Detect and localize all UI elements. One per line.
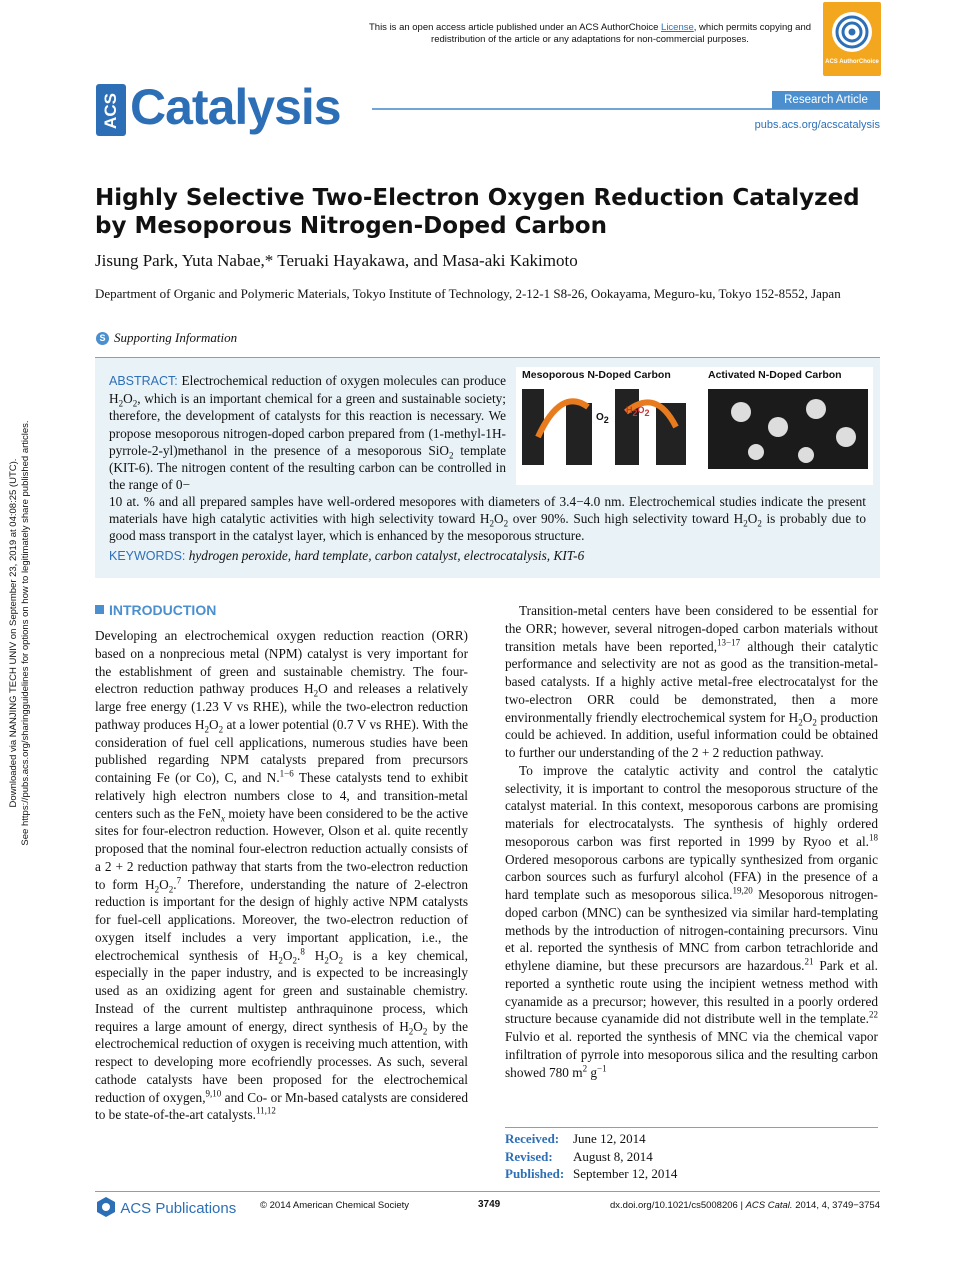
keywords: KEYWORDS: hydrogen peroxide, hard template, carbon catalyst, electrocatalysis, KIT-6 [109,548,585,563]
license-link[interactable]: License [661,22,694,33]
toc-right-title: Activated N-Doped Carbon [708,369,842,381]
open-access-notice: This is an open access article published under an ACS AuthorChoice License, which permits copying and redistribution of the article or any adaptations for non-commercial purposes. [368,22,812,45]
side-note-line-1: Downloaded via NANJING TECH UNIV on September 23, 2019 at 04:08:25 (UTC). [8,458,19,808]
publisher-name: ACS Publications [120,1200,237,1217]
abstract-text-part-1: ABSTRACT: Electrochemical reduction of oxygen molecules can produce $H_2O_2$, which is an important chemical for a green and sustainable society; therefore, the development of catalysts for this reaction is necessary. We propose mesoporous nitrogen-doped carbon prepared from (1-methyl-1H-pyrrole-2-yl)methanol in the presence of a mesoporous SiO$_2$ template (KIT-6). The nitrogen content of the resulting carbon can be controlled in the range of 0− [109,373,507,493]
download-side-note [0,383,40,883]
citation: dx.doi.org/10.1021/cs5008206 | ACS Catal. 2014, 4, 3749−3754 [609,1200,880,1211]
publication-dates [505,1127,878,1183]
article-title: Highly Selective Two-Electron Oxygen Reduction Catalyzed by Mesoporous Nitrogen-Doped Carbon [95,185,860,239]
section-heading-introduction: INTRODUCTION [109,602,217,618]
journal-url-link[interactable]: pubs.acs.org/acscatalysis [754,119,880,131]
side-note-line-2: See https://pubs.acs.org/sharingguidelines for options on how to legitimately share published articles. [20,420,31,846]
toc-o2-label: $O_2$ [596,412,609,425]
activated-carbon-panel [708,389,868,469]
published-date: Published: September 12, 2014 [505,1166,678,1181]
supporting-info-link[interactable]: Supporting Information [114,330,238,345]
logo-acs-text: ACS [101,93,120,129]
intro-column-left: Developing an electrochemical oxygen reduction reaction (ORR) based on a nonprecious metal (NPM) catalyst is very important for the establishment of green and sustainable chemistry. The four-electron reduction pathway produces $H_2O$ and releases a relatively large free energy (1.23 V vs RHE), while the two-electron reduction pathway produces $H_2O_2$ at a lower potential (0.7 V vs RHE). With the consideration of fuel cell applications, numerous studies have been published regarding NPM catalysts prepared from precursors containing Fe (or Co), C, and N.$^{1-6}$ These catalysts tend to exhibit relatively high electron numbers close to 4, and transition-metal centers such as the FeN$_x$ moiety have been considered to be the active sites for four-electron reduction. However, Olson et al. quite recently proposed that the nominal four-electron reduction actually consists of a 2 + 2 reduction pathway that starts from the two-electron reduction to form $H_2O_2.^7$ Therefore, understanding the nature of 2-electron reduction is important for the design of highly active NPM catalysts for fuel-cell applications. Moreover, the two-electron reduction of oxygen itself includes a very important application, i.e., the electrochemical synthesis of $H_2O_2.^8$ $H_2O_2$ is a key chemical, especially in the paper industry, and is expected to be increasingly used as an oxidizing agent for green and sustainable chemistry. Instead of the current multistep anthraquinone process, which requires a large amount of energy, direct synthesis of $H_2O_2$ by the electrochemical reduction of oxygen is receiving much attention, with respect to developing more ecofriendly processes. As such, several cathode catalysts have been proposed for the electrochemical reduction of oxygen,$^{9,10}$ and Co- or Mn-based catalysts are considered to be state-of-the-art catalysts.$^{11,12}$ [95,628,469,1123]
author-list: Jisung Park, Yuta Nabae,* Teruaki Hayakawa, and Masa-aki Kakimoto [95,251,578,270]
logo-catalysis-text: Catalysis [130,79,341,135]
doi-link[interactable]: dx.doi.org/10.1021/cs5008206 [609,1200,738,1211]
article-type-badge: Research Article [772,91,880,109]
footer-rule [95,1191,880,1192]
toc-h2o2-label: $H_2O_2$ [626,405,650,418]
acs-authorchoice-badge[interactable] [823,2,881,76]
toc-graphic [516,367,873,485]
toc-left-title: Mesoporous N-Doped Carbon [522,369,671,381]
acs-hexagon-icon [95,1196,117,1218]
copyright: © 2014 American Chemical Society [260,1200,410,1211]
abstract-text-part-2: 10 at. % and all prepared samples have well-ordered mesopores with diameters of 3.4−4.0 nm. Electrochemical studies indicate the present materials have high catalytic activities with high selectivity toward $H_2O_2$ over 90%. Such high selectivity toward $H_2O_2$ is probably due to good mass transport in the catalyst layer, which is enhanced by the mesoporous structure. [109,494,866,544]
section-marker-icon [95,605,104,614]
received-date: Received: June 12, 2014 [505,1131,646,1146]
toc-graphic-svg [516,367,873,485]
journal-logo [96,79,358,138]
mesoporous-carbon-panel [522,389,686,465]
affiliation: Department of Organic and Polymeric Materials, Tokyo Institute of Technology, 2-12-1 S8-26, Ookayama, Meguro-ku, Tokyo 152-8552, Japan [95,286,841,301]
supporting-info-icon: S [96,332,109,345]
intro-column-right: Transition-metal centers have been considered to be essential for the ORR; however, several nitrogen-doped carbon materials without transition metals have been reported,$^{13-17}$ although their catalytic performance and selectivity are not as good as the transition-metal-based catalysts. If a highly active metal-free electrocatalyst for the two-electron ORR could be demonstrated, then a more environmentally friendly electrochemical system for $H_2O_2$ production could be achieved. In addition, useful information could be obtained to further our understanding of the 2 + 2 reduction pathway. To improve the catalytic activity and control the catalytic selectivity, it is important to control the mesoporous structure of the catalyst material. In this context, mesoporous carbons are promising materials for electrocatalysts. The synthesis of highly ordered mesoporous carbon was first reported in 1999 by Ryoo et al.$^{18}$ Ordered mesoporous carbons are typically synthesized from organic carbon sources such as furfuryl alcohol (FFA) in the presence of a hard template such as mesoporous silica.$^{19,20}$ Mesoporous nitrogen-doped carbon (MNC) can be synthesized via similar hard-templating methods by the introduction of nitrogen-containing precursors. Vinu et al. reported the synthesis of MNC from carbon tetrachloride and ethylene diamine, but these precursors are hazardous.$^{21}$ Park et al. reported a synthetic route using the incipient wetness method with cyanamide as a precursor; however, this resulted in a poorly ordered structure because cyanamide did not distribute well in the template.$^{22}$ Fulvio et al. reported the synthesis of MNC via the chemical vapor infiltration of pyrrole into mesoporous silica and the resulting carbon showed 780 $m^2$ $g^{-1}$ [505,603,878,1080]
revised-date: Revised: August 8, 2014 [505,1148,653,1164]
badge-label: ACS AuthorChoice [825,59,879,65]
page-number: 3749 [478,1199,501,1210]
acs-publications-logo [95,1196,236,1218]
